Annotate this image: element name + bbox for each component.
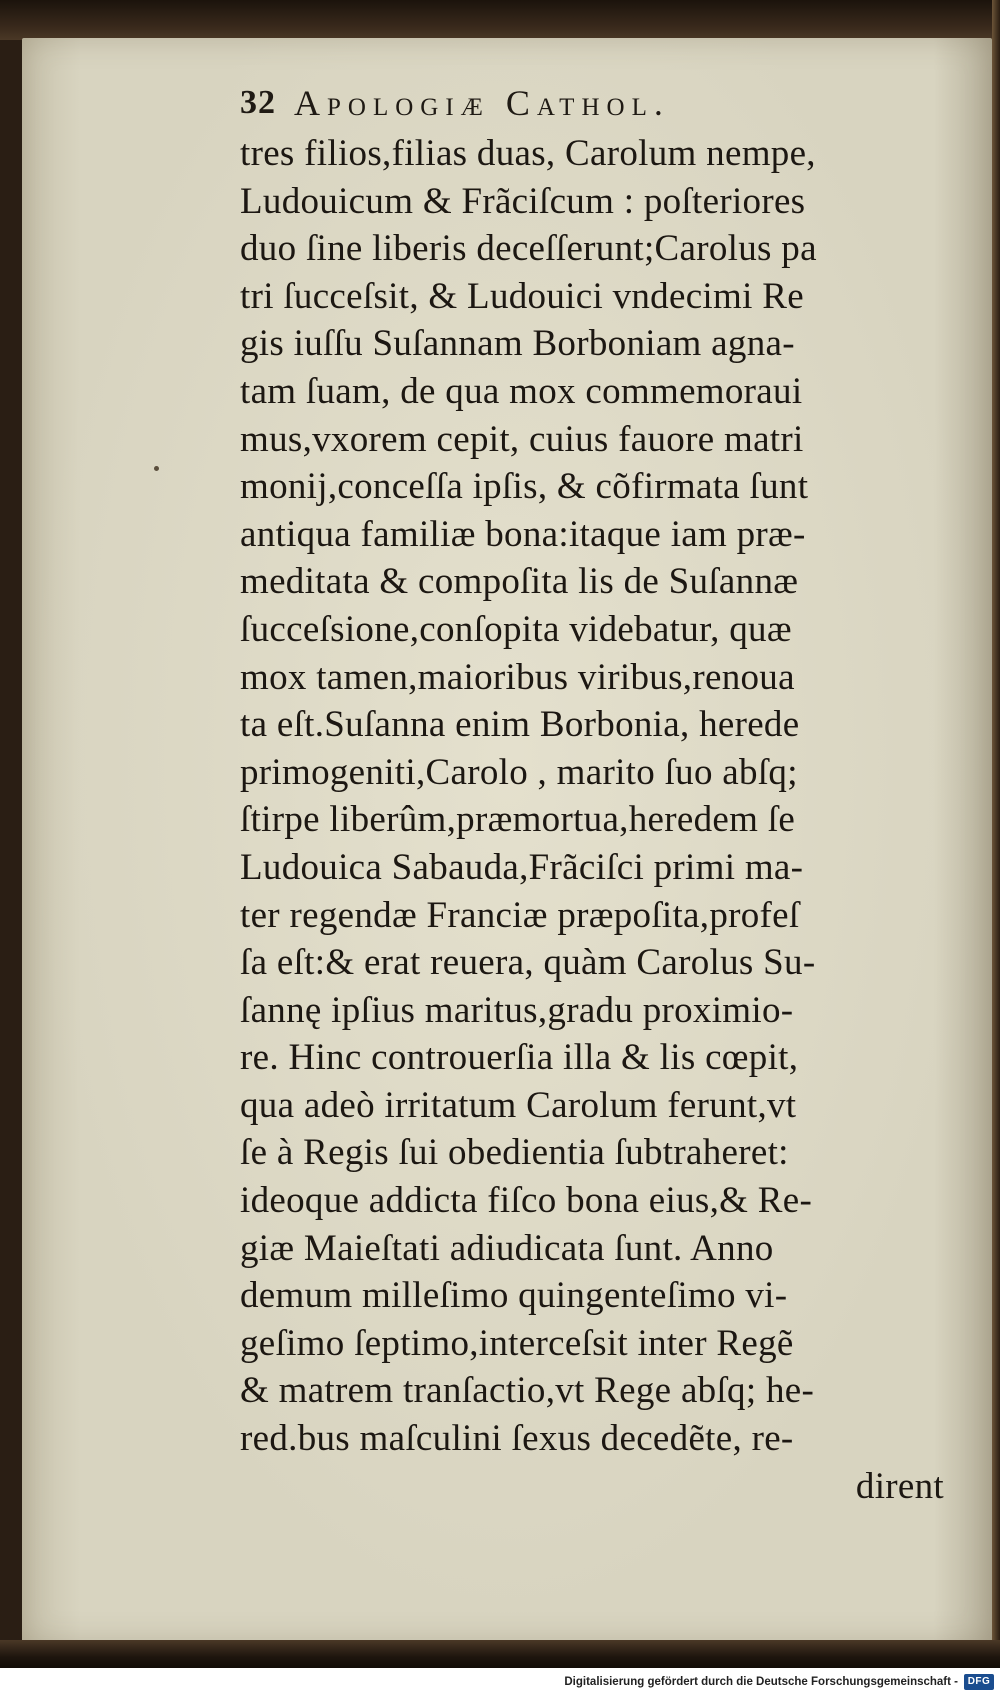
text-line: ter regendæ Franciæ præpoſita,profeſ [240, 894, 800, 936]
page-content [240, 78, 950, 1510]
text-line: primogeniti,Carolo , marito ſuo abſq; [240, 751, 798, 793]
text-line: Ludouicum & Frãciſcum : poſteriores [240, 180, 806, 222]
text-line: ta eſt.Suſanna enim Borbonia, herede [240, 704, 800, 746]
catchword: dirent [855, 1465, 944, 1507]
text-line: ſucceſsione,conſopita videbatur, quæ [240, 608, 792, 650]
text-line: ſe à Regis ſui obedientia ſubtraheret: [240, 1132, 789, 1174]
scan-frame-right-edge [992, 0, 1000, 1668]
text-line: gis iuſſu Suſannam Borboniam agna- [240, 323, 795, 365]
funding-credit: Digitalisierung gefördert durch die Deutsche Forschungsgemeinschaft - [564, 1676, 958, 1688]
text-line: antiqua familiæ bona:itaque iam præ- [240, 513, 806, 555]
running-head-title: Apologiæ Cathol. [294, 83, 670, 123]
body-text [240, 130, 950, 1510]
scan-frame-bottom-edge [0, 1640, 1000, 1668]
text-line: ſtirpe liberûm,præmortua,heredem ſe [240, 799, 796, 841]
text-line: mox tamen,maioribus viribus,renoua [240, 656, 795, 698]
book-page [22, 38, 992, 1643]
text-line: duo ſine liberis deceſſerunt;Carolus pa [240, 228, 817, 270]
text-line: demum milleſimo quingenteſimo vi- [240, 1275, 788, 1317]
text-line: tam ſuam, de qua mox commemoraui [240, 370, 803, 412]
scan-frame-top-edge [0, 0, 1000, 40]
page-number: 32 [240, 84, 276, 121]
text-line: red.bus maſculini ſexus decedẽte, re- [240, 1418, 794, 1460]
digitization-footer [0, 1668, 1000, 1700]
text-line: geſimo ſeptimo,interceſsit inter Regẽ [240, 1322, 794, 1364]
text-line: tres filios,filias duas, Carolum nempe, [240, 133, 816, 174]
text-line: meditata & compoſita lis de Suſannæ [240, 561, 799, 603]
text-line: re. Hinc controuerſia illa & lis cœpit, [240, 1037, 799, 1079]
text-line: giæ Maieſtati adiudicata ſunt. Anno [240, 1227, 774, 1269]
text-line: qua adeò irritatum Carolum ferunt,vt [240, 1084, 797, 1126]
text-line: mus,vxorem cepit, cuius fauore matri [240, 418, 804, 460]
text-line: Ludouica Sabauda,Frãciſci primi ma- [240, 846, 804, 888]
text-line: ideoque addicta fiſco bona eius,& Re- [240, 1180, 813, 1222]
text-line: ſannę ipſius maritus,gradu proximio- [240, 989, 794, 1031]
margin-dot-mark [154, 466, 159, 471]
text-line: tri ſucceſsit, & Ludouici vndecimi Re [240, 275, 804, 317]
text-line: & matrem tranſactio,vt Rege abſq; he- [240, 1370, 815, 1412]
dfg-logo-icon: DFG [964, 1674, 994, 1690]
running-head [240, 78, 950, 130]
text-line: monij,conceſſa ipſis, & cõfirmata ſunt [240, 466, 809, 508]
text-line: ſa eſt:& erat reuera, quàm Carolus Su- [240, 942, 816, 984]
